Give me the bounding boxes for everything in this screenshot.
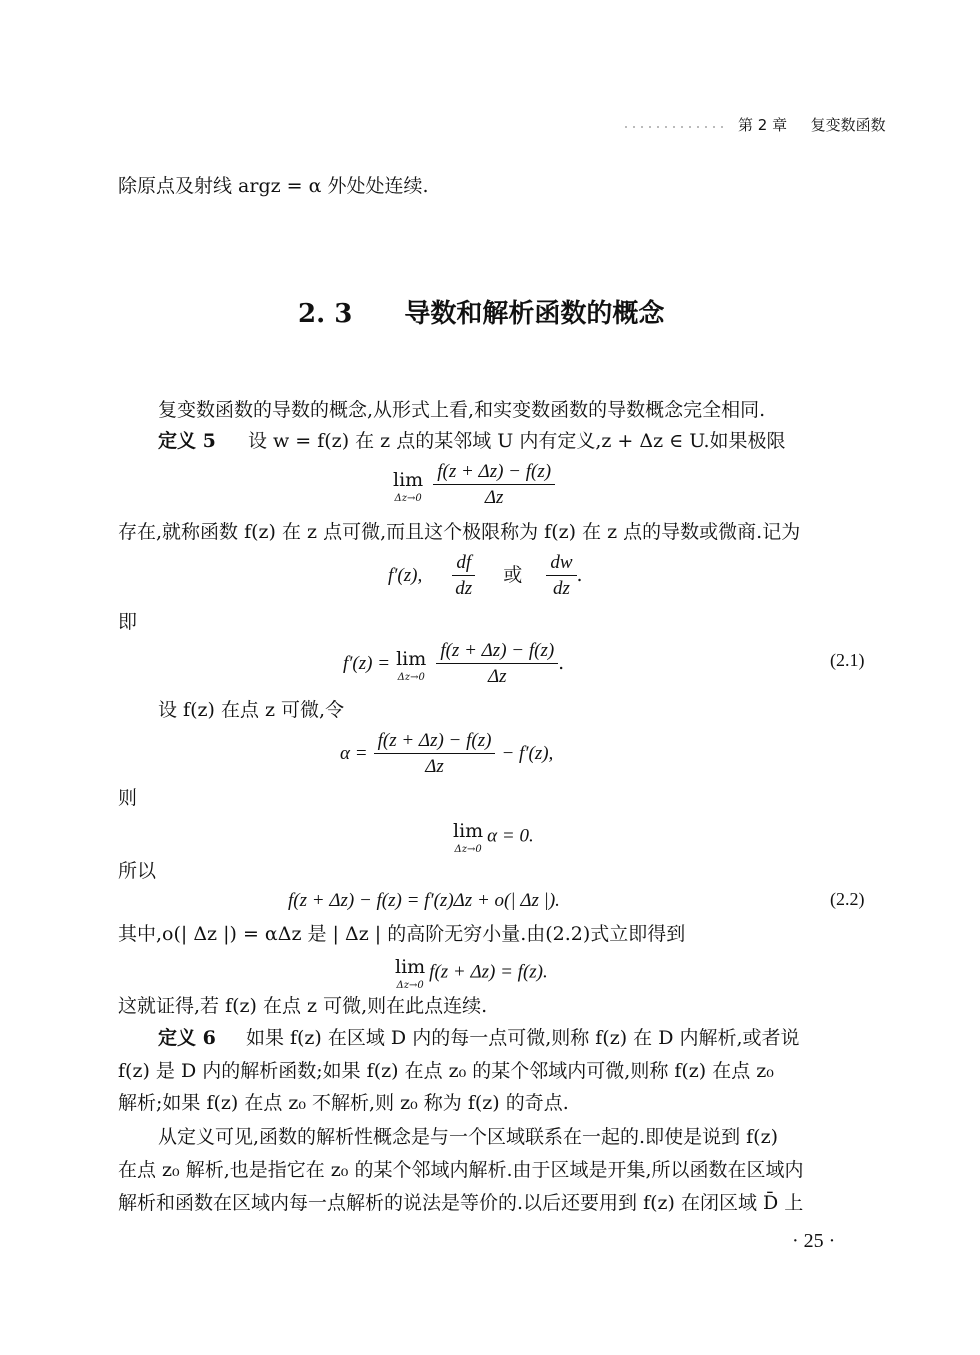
definition-text: 如果 f(z) 在区域 D 内的每一点可微,则称 f(z) 在 D 内解析,或者说 xyxy=(245,1027,800,1049)
alpha-rhs: − f′(z), xyxy=(501,743,554,764)
equation-number: (2.1) xyxy=(830,650,865,670)
paragraph-intro: 复变数函数的导数的概念,从形式上看,和实变数函数的导数概念完全相同. xyxy=(158,399,766,421)
lim-word: lim xyxy=(396,647,427,670)
header-scan-mark xyxy=(625,126,725,128)
limit-alpha xyxy=(453,818,534,855)
definition-label: 定义 6 xyxy=(158,1027,216,1049)
alpha-denominator: Δz xyxy=(425,756,444,777)
eq21-lhs: f′(z) = xyxy=(343,653,391,674)
text-line: 在点 z₀ 解析,也是指它在 z₀ 的某个邻域内解析.由于区域是开集,所以函数在区域内 xyxy=(118,1159,804,1181)
text-line: 解析和函数在区域内每一点解析的说法是等价的.以后还要用到 f(z) 在闭区域 D̄ 上 xyxy=(118,1192,804,1214)
paragraph-derivative: 存在,就称函数 f(z) 在 z 点可微,而且这个极限称为 f(z) 在 z 点的导数或微商.记为 xyxy=(118,521,801,543)
definition-label: 定义 5 xyxy=(158,430,216,452)
quotient-numerator: f(z + Δz) − f(z) xyxy=(433,461,555,485)
definition-text: 设 w = f(z) 在 z 点的某邻域 U 内有定义,z + Δz ∈ U.如果极限 xyxy=(247,430,786,452)
eq21-numerator: f(z + Δz) − f(z) xyxy=(436,640,558,664)
lim-subscript: Δz→0 xyxy=(394,492,422,504)
notation-end: . xyxy=(576,564,583,586)
paragraph-proved: 这就证得,若 f(z) 在点 z 可微,则在此点连续. xyxy=(118,995,488,1017)
or-word: 或 xyxy=(503,564,523,586)
limit-continuity xyxy=(395,954,548,991)
definition-6 xyxy=(158,1025,800,1051)
alpha-numerator: f(z + Δz) − f(z) xyxy=(374,730,496,754)
quotient-denominator: Δz xyxy=(484,487,504,508)
text-line: f(z) 是 D 内的解析函数;如果 f(z) 在点 z₀ 的某个邻域内可微,则称 f(z) 在点 z₀ xyxy=(118,1060,774,1082)
alpha-definition xyxy=(340,730,553,778)
equation-2-1 xyxy=(343,640,564,688)
lim-subscript: Δz→0 xyxy=(396,980,424,991)
text-line: 解析;如果 f(z) 在点 z₀ 不解析,则 z₀ 称为 f(z) 的奇点. xyxy=(118,1092,569,1114)
continuity-value: f(z + Δz) = f(z). xyxy=(429,961,548,983)
df-den: dz xyxy=(455,578,473,599)
section-heading xyxy=(298,293,664,330)
text-line: 除原点及射线 argz = α 外处处连续. xyxy=(118,175,429,197)
eq21-denominator: Δz xyxy=(487,666,507,687)
lim-word: lim xyxy=(395,956,426,978)
text-ze: 则 xyxy=(118,787,138,809)
alpha-lhs: α = xyxy=(340,743,368,764)
equation-2-2: f(z + Δz) − f(z) = f′(z)Δz + o(| Δz |). xyxy=(288,890,560,911)
df-num: df xyxy=(452,552,475,576)
paragraph-let: 设 f(z) 在点 z 可微,令 xyxy=(158,699,345,721)
text-suoyi: 所以 xyxy=(118,860,157,882)
lim-word: lim xyxy=(453,820,484,842)
header-chapter: 第 2 章 xyxy=(738,116,788,134)
running-header xyxy=(738,114,886,135)
lim-subscript: Δz→0 xyxy=(397,671,425,683)
lim-word: lim xyxy=(393,468,424,491)
text-line: 从定义可见,函数的解析性概念是与一个区域联系在一起的.即使是说到 f(z) xyxy=(158,1126,778,1148)
paragraph-where: 其中,o(| Δz |) = αΔz 是 | Δz | 的高阶无穷小量.由(2.2)式立即得到 xyxy=(118,923,686,945)
dw-den: dz xyxy=(552,578,570,599)
derivative-notation xyxy=(388,552,583,600)
lim-subscript: Δz→0 xyxy=(454,844,482,855)
dw-num: dw xyxy=(546,552,576,576)
eq21-end: . xyxy=(558,652,565,674)
section-number: 2. 3 xyxy=(298,299,353,329)
equation-number: (2.2) xyxy=(830,889,865,909)
fprime: f′(z), xyxy=(388,565,423,586)
page-number: · 25 · xyxy=(792,1230,836,1252)
definition-5 xyxy=(158,428,786,454)
text-ji: 即 xyxy=(118,611,138,633)
section-title: 导数和解析函数的概念 xyxy=(404,299,665,329)
lim-alpha-value: α = 0. xyxy=(487,825,534,847)
difference-quotient-limit xyxy=(393,461,555,509)
header-title: 复变数函数 xyxy=(810,116,886,134)
